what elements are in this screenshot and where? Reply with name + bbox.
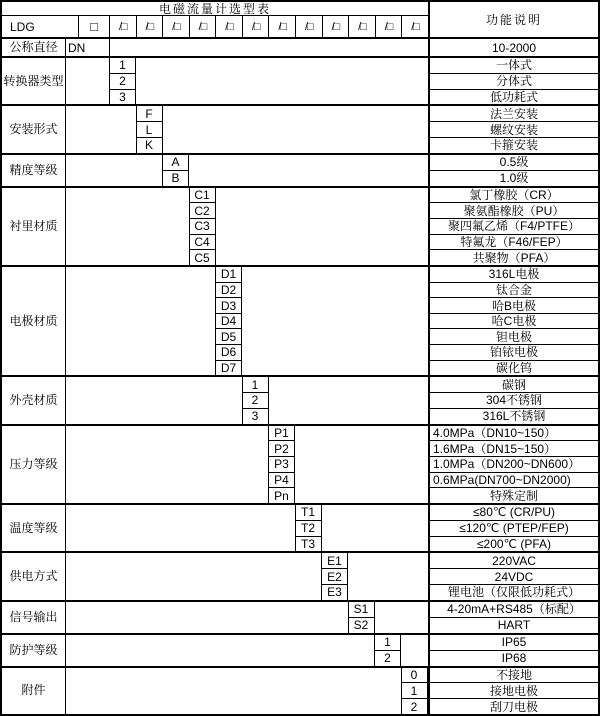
code-column — [268, 426, 295, 503]
category-label: 电极材质 — [2, 267, 66, 375]
category-label: 公称直径 — [2, 39, 66, 56]
code-column — [295, 505, 322, 551]
desc-column — [428, 267, 598, 375]
code-cell: T1 — [300, 505, 315, 520]
desc-cell: 220VAC — [492, 553, 536, 568]
desc-cell: 10-2000 — [491, 40, 537, 55]
desc-column — [428, 58, 598, 104]
code-column — [374, 635, 401, 666]
model-slot-box: /□ — [349, 16, 376, 37]
code-column — [215, 267, 242, 375]
spacer — [242, 267, 428, 375]
desc-cell: 锂电池（仅限低功耗式） — [430, 584, 598, 600]
desc-cell: 分体式 — [430, 73, 598, 89]
desc-column — [428, 426, 598, 503]
category-group — [2, 104, 598, 152]
desc-cell: 碳化钨 — [430, 360, 598, 376]
desc-cell: ≤200℃ (PFA) — [430, 536, 598, 552]
spacer — [348, 553, 428, 599]
model-slot-box: /□ — [137, 16, 164, 37]
model-slot-box: /□ — [243, 16, 270, 37]
code-cell: D6 — [216, 344, 241, 360]
spacer — [66, 602, 349, 633]
code-cell: 2 — [110, 73, 135, 89]
category-label: 外壳材质 — [2, 377, 66, 423]
desc-column — [428, 553, 598, 599]
function-column-header: 功能说明 — [428, 2, 598, 37]
desc-cell: 特氟龙（F46/FEP） — [430, 234, 598, 250]
code-cell: 3 — [243, 408, 268, 424]
desc-cell: ≤80℃ (CR/PU) — [472, 505, 556, 520]
category-label: 附件 — [2, 668, 66, 714]
header-left — [2, 2, 428, 37]
model-slot-box: /□ — [190, 16, 217, 37]
code-cell: E1 — [327, 553, 342, 568]
code-cell: D5 — [216, 328, 241, 344]
page-title: 电磁流量计选型表 — [2, 2, 428, 16]
category-label: 精度等级 — [2, 155, 66, 186]
code-cell: 1 — [402, 682, 427, 698]
code-cell: P4 — [269, 472, 294, 488]
table-header — [2, 2, 598, 37]
desc-cell: 聚氨酯橡胶（PU） — [430, 202, 598, 218]
code-cell: T3 — [296, 536, 321, 552]
category-group — [2, 503, 598, 551]
spacer — [66, 58, 110, 104]
desc-cell: 螺纹安装 — [430, 121, 598, 137]
spacer — [66, 635, 375, 666]
category-group — [2, 56, 598, 104]
category-label: 安装形式 — [2, 106, 66, 152]
code-column — [321, 553, 348, 599]
code-cell: S1 — [353, 602, 369, 617]
desc-cell: 哈C电极 — [430, 313, 598, 329]
code-cell: L — [137, 121, 162, 137]
category-group — [2, 551, 598, 599]
desc-column — [428, 377, 598, 423]
code-cell: 1 — [251, 377, 259, 392]
code-cell: 1 — [119, 58, 126, 73]
spacer — [66, 267, 216, 375]
model-slot-box: /□ — [216, 16, 243, 37]
desc-cell: IP68 — [430, 650, 598, 666]
category-label: 温度等级 — [2, 505, 66, 551]
code-cell: C3 — [190, 218, 215, 234]
spacer — [401, 635, 428, 666]
desc-cell: HART — [430, 617, 598, 633]
code-cell: E2 — [322, 568, 347, 584]
code-cell: D2 — [216, 282, 241, 298]
spacer — [136, 58, 428, 104]
code-cell: F — [145, 106, 153, 121]
diameter-row — [2, 37, 598, 56]
desc-cell: 1.6MPa（DN15~150） — [430, 440, 598, 456]
code-cell: K — [137, 137, 162, 153]
code-column — [189, 188, 216, 265]
category-group — [2, 153, 598, 186]
category-group — [2, 424, 598, 503]
desc-cell: 钽电极 — [430, 328, 598, 344]
spacer — [189, 155, 428, 186]
category-group — [2, 633, 598, 666]
category-group — [2, 265, 598, 375]
category-group — [2, 666, 598, 714]
code-cell: C2 — [190, 202, 215, 218]
code-cell: A — [171, 155, 180, 170]
model-base-box: □ — [79, 16, 110, 37]
desc-cell: 共聚物（PFA） — [430, 249, 598, 265]
category-label: 防护等级 — [2, 635, 66, 666]
desc-column — [428, 505, 598, 551]
model-slot-box: /□ — [269, 16, 296, 37]
code-cell: D1 — [220, 267, 237, 282]
desc-cell: 哈B电极 — [430, 297, 598, 313]
desc-cell: 0.6MPa(DN700~DN2000) — [430, 472, 598, 488]
desc-cell: 聚四氟乙烯（F4/PTFE） — [430, 218, 598, 234]
spacer — [375, 602, 429, 633]
model-slot-box: /□ — [323, 16, 350, 37]
spacer — [66, 377, 243, 423]
spacer — [66, 668, 402, 714]
spacer — [66, 505, 296, 551]
desc-cell: 钛合金 — [430, 282, 598, 298]
desc-cell: 法兰安装 — [489, 106, 538, 121]
code-cell: C5 — [190, 249, 215, 265]
code-column — [242, 377, 269, 423]
code-cell: P3 — [269, 456, 294, 472]
code-cell: P1 — [274, 425, 289, 440]
code-cell: C1 — [194, 188, 210, 203]
model-slot-box: /□ — [110, 16, 137, 37]
spacer — [295, 426, 428, 503]
code-cell: D7 — [216, 360, 241, 376]
category-groups — [2, 56, 598, 714]
code-column — [109, 58, 136, 104]
desc-cell: 刮刀电极 — [430, 698, 598, 714]
category-label: 转换器类型 — [2, 58, 66, 104]
category-label: 供电方式 — [2, 553, 66, 599]
code-column — [348, 602, 375, 633]
spacer — [66, 426, 269, 503]
code-column — [162, 155, 189, 186]
desc-cell: IP65 — [501, 635, 527, 650]
model-code-row — [2, 16, 428, 37]
desc-cell: 卡箍安装 — [430, 137, 598, 153]
code-cell: 1 — [384, 635, 391, 650]
spacer — [66, 188, 190, 265]
desc-cell: 特殊定制 — [430, 487, 598, 503]
spacer — [322, 505, 429, 551]
spacer — [216, 188, 429, 265]
desc-column — [428, 155, 598, 186]
desc-cell: 接地电极 — [430, 682, 598, 698]
desc-cell: 316L电极 — [488, 267, 540, 282]
code-cell: D4 — [216, 313, 241, 329]
code-column — [136, 106, 163, 152]
code-cell: P2 — [269, 440, 294, 456]
desc-cell: 4-20mA+RS485（标配） — [447, 602, 581, 617]
spacer — [66, 553, 322, 599]
code-cell: E3 — [322, 584, 347, 600]
desc-cell: 316L不锈钢 — [430, 408, 598, 424]
desc-cell: 氯丁橡胶（CR） — [469, 188, 559, 203]
category-label: 信号输出 — [2, 602, 66, 633]
model-slot-box: /□ — [296, 16, 323, 37]
code-cell: T2 — [296, 520, 321, 536]
desc-cell: 不接地 — [495, 667, 532, 682]
spacer — [110, 39, 428, 56]
desc-cell: ≤120℃ (PTEP/FEP) — [430, 520, 598, 536]
desc-cell: 1.0MPa（DN200~DN600） — [430, 456, 598, 472]
code-cell: S2 — [349, 617, 374, 633]
model-slot-box: /□ — [163, 16, 190, 37]
desc-cell: 4.0MPa（DN10~150） — [433, 425, 557, 440]
spacer — [163, 106, 429, 152]
desc-cell: 碳钢 — [501, 377, 526, 392]
code-column — [401, 668, 428, 714]
code-cell: C4 — [190, 234, 215, 250]
model-slot-box: /□ — [376, 16, 403, 37]
spacer — [269, 377, 429, 423]
desc-column — [428, 668, 598, 714]
category-label: 衬里材质 — [2, 188, 66, 265]
desc-cell: 低功耗式 — [430, 89, 598, 105]
code-cell: B — [163, 170, 188, 186]
desc-cell: 24VDC — [430, 568, 598, 584]
desc-cell: 铂铱电极 — [430, 344, 598, 360]
model-slot-box: /□ — [411, 20, 419, 33]
desc-cell: 304不锈钢 — [430, 392, 598, 408]
code-cell: 2 — [243, 392, 268, 408]
desc-column — [428, 635, 598, 666]
desc-cell: 1.0级 — [430, 170, 598, 186]
desc-cell: 一体式 — [495, 58, 532, 73]
code-cell: D3 — [216, 297, 241, 313]
code-cell: Pn — [269, 487, 294, 503]
category-group — [2, 375, 598, 423]
code-cell: 0 — [410, 667, 418, 682]
code-cell: DN — [66, 39, 110, 56]
desc-column — [428, 106, 598, 152]
desc-column — [428, 39, 598, 56]
desc-cell: 0.5级 — [499, 155, 529, 170]
desc-column — [428, 188, 598, 265]
code-cell: 2 — [375, 650, 400, 666]
code-cell: 3 — [110, 89, 135, 105]
category-group — [2, 186, 598, 265]
category-label: 压力等级 — [2, 426, 66, 503]
desc-column — [428, 602, 598, 633]
spacer — [66, 155, 163, 186]
model-prefix-label: LDG — [2, 16, 79, 37]
category-group — [2, 600, 598, 633]
code-cell: 2 — [402, 698, 427, 714]
spacer — [66, 106, 137, 152]
